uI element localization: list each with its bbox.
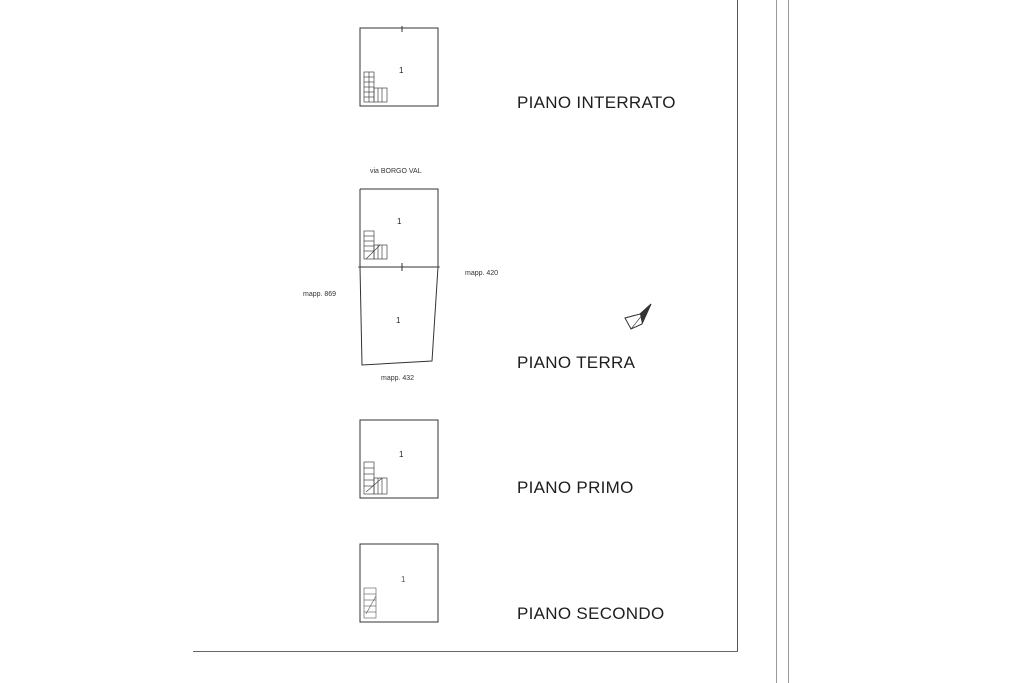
stair-symbol [364, 588, 376, 618]
fold-line-right [788, 0, 789, 683]
unit-number: 1 [399, 450, 404, 459]
floor-label-interrato: PIANO INTERRATO [517, 93, 676, 112]
floor-label-terra: PIANO TERRA [517, 353, 636, 372]
unit-number: 1 [396, 316, 401, 325]
north-arrow-icon [622, 302, 654, 332]
stair-symbol [364, 231, 387, 259]
unit-number: 1 [397, 217, 402, 226]
unit-number: 1 [401, 575, 406, 584]
plan-piano-secondo [358, 542, 440, 624]
plan-piano-terra [358, 187, 440, 369]
mapp-east-label: mapp. 420 [465, 270, 499, 277]
unit-number: 1 [399, 66, 404, 75]
mapp-west-label: mapp. 869 [303, 291, 337, 298]
street-label: via BORGO VAL [370, 168, 422, 175]
mapp-south-label: mapp. 432 [381, 375, 415, 382]
floor-label-secondo: PIANO SECONDO [517, 604, 665, 623]
sheet-border-bottom [193, 651, 738, 652]
floor-label-primo: PIANO PRIMO [517, 478, 634, 497]
stair-symbol [364, 462, 387, 494]
stair-symbol [364, 72, 387, 102]
sheet-border-right [737, 0, 738, 652]
fold-line-left [776, 0, 777, 683]
plan-piano-primo [358, 418, 440, 500]
